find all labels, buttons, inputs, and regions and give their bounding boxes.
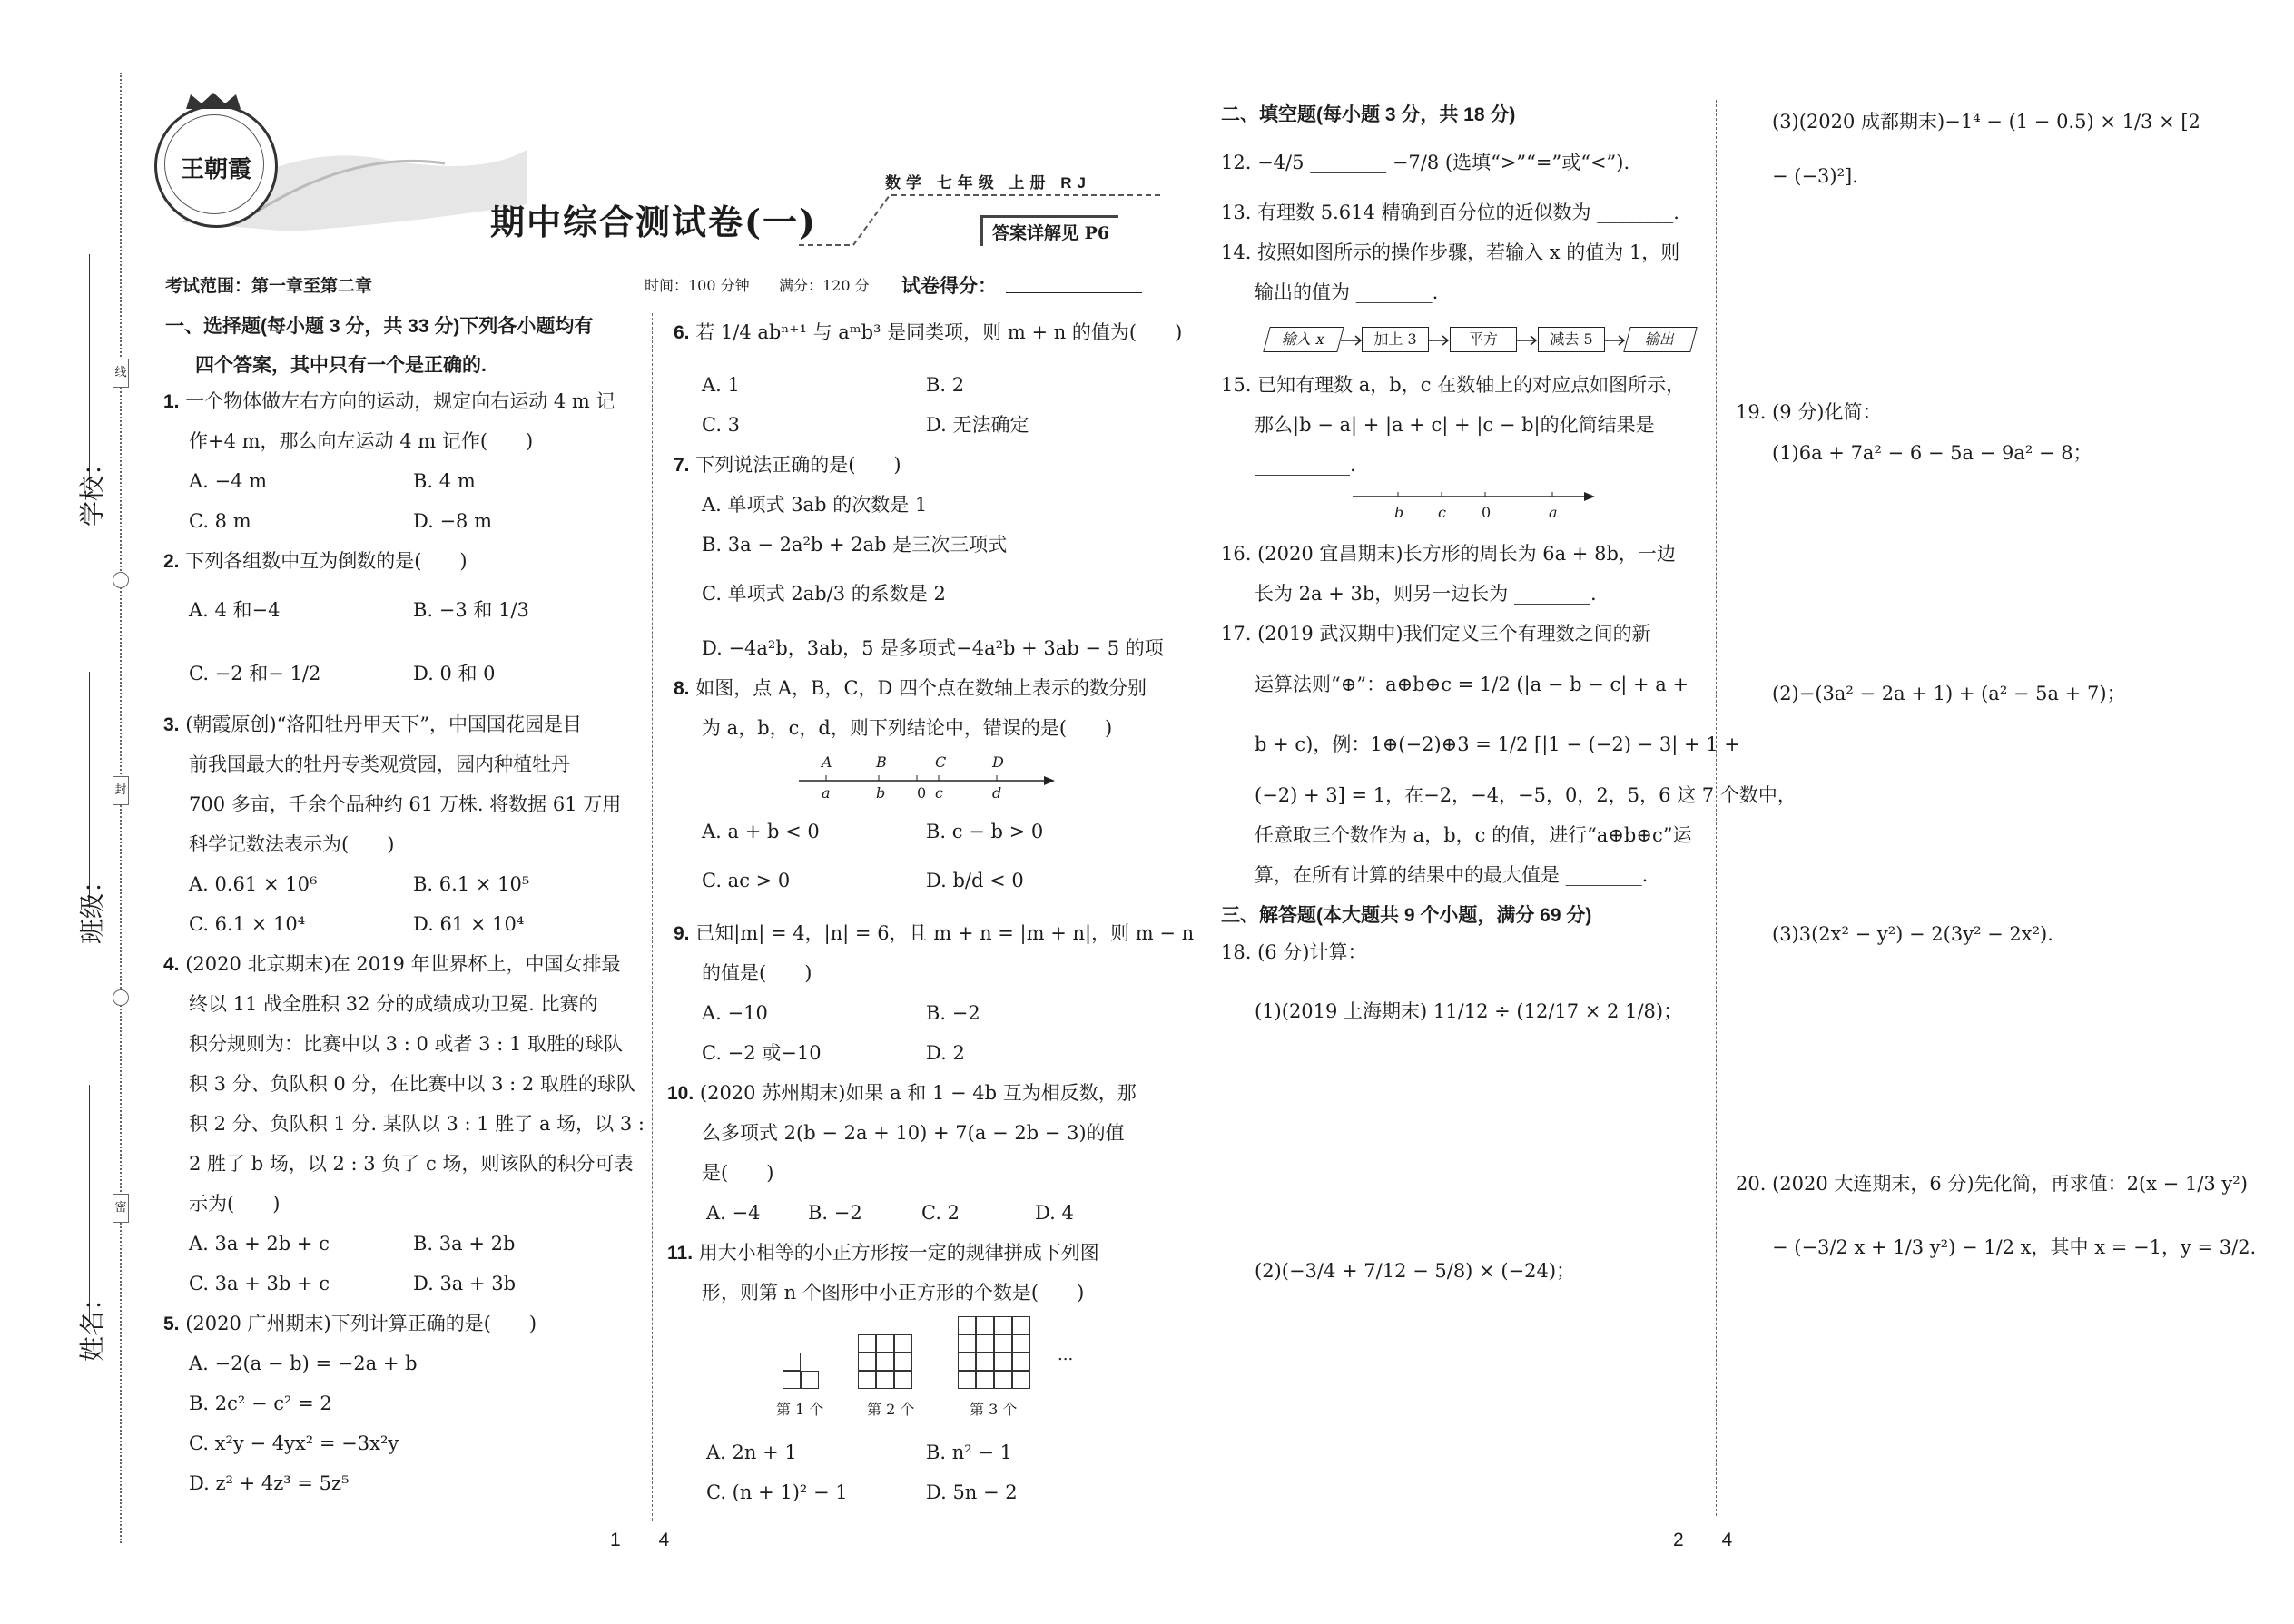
- arrow-icon: [1044, 776, 1055, 785]
- option[interactable]: D. −4a²b，3ab，5 是多项式−4a²b + 3ab − 5 的项: [702, 637, 1164, 659]
- flow-output-box: 输出: [1623, 327, 1698, 352]
- option[interactable]: A. −4: [706, 1202, 761, 1224]
- question-3-cont: 科学记数法表示为( ): [189, 833, 395, 855]
- option[interactable]: D. 3a + 3b: [413, 1273, 517, 1294]
- unit-square: [976, 1371, 994, 1389]
- seal-circle: [113, 572, 129, 588]
- question-17-cont: (−2) + 3] = 1，在−2，−4，−5，0，2，5，6 这 7 个数中，: [1255, 784, 1797, 806]
- section1-title-cont: 四个答案，其中只有一个是正确的.: [195, 355, 487, 376]
- option[interactable]: D. 2: [926, 1042, 965, 1064]
- unit-square: [894, 1334, 912, 1353]
- answer-space[interactable]: [1772, 722, 2226, 903]
- logo-text: 王朝霞: [180, 156, 251, 183]
- option[interactable]: C. 单项式 2ab/3 的系数是 2: [702, 583, 946, 605]
- option[interactable]: D. 5n − 2: [926, 1481, 1018, 1503]
- option[interactable]: D. 0 和 0: [413, 663, 496, 684]
- unit-square: [958, 1353, 976, 1371]
- unit-square: [858, 1371, 876, 1389]
- question-19: 19. (9 分)化简：: [1736, 401, 1882, 423]
- option[interactable]: B. −2: [926, 1002, 980, 1024]
- unit-square: [783, 1353, 801, 1371]
- question-4-cont: 示为( ): [189, 1193, 281, 1215]
- unit-square: [876, 1353, 894, 1371]
- unit-square: [801, 1371, 819, 1389]
- question-19-3: (3)3(2x² − y²) − 2(3y² − 2x²).: [1772, 923, 2053, 945]
- question-4: 4. (2020 北京期末)在 2019 年世界杯上，中国女排最: [163, 953, 621, 975]
- option[interactable]: A. 单项式 3ab 的次数是 1: [702, 494, 928, 516]
- question-4-cont: 积分规则为：比赛中以 3 : 0 或者 3 : 1 取胜的球队: [189, 1033, 623, 1055]
- question-4-cont: 终以 11 战全胜积 32 分的成绩成功卫冕. 比赛的: [189, 993, 598, 1015]
- question-1: 1. 一个物体做左右方向的运动，规定向右运动 4 m 记: [163, 390, 615, 412]
- question-2: 2. 下列各组数中互为倒数的是( ): [163, 550, 468, 572]
- flow-input-box: 输入 x: [1263, 327, 1344, 352]
- question-11-cont: 形，则第 n 个图形中小正方形的个数是( ): [702, 1282, 1085, 1304]
- question-19-1: (1)6a + 7a² − 6 − 5a − 9a² − 8；: [1772, 442, 2092, 464]
- option[interactable]: B. −3 和 1/3: [413, 599, 529, 621]
- unit-square: [958, 1371, 976, 1389]
- axis-label: b: [1394, 504, 1404, 521]
- flow-arrows: [1339, 331, 1629, 349]
- option[interactable]: D. 61 × 10⁴: [413, 913, 525, 935]
- unit-square: [1012, 1353, 1030, 1371]
- arrow-icon: [1516, 336, 1536, 345]
- ellipsis: ...: [1058, 1345, 1074, 1364]
- unit-square: [958, 1316, 976, 1334]
- question-8: 8. 如图，点 A，B，C，D 四个点在数轴上表示的数分别: [674, 677, 1147, 699]
- value-label: b: [876, 784, 886, 802]
- question-7: 7. 下列说法正确的是( ): [674, 454, 901, 476]
- unit-square: [1012, 1334, 1030, 1353]
- exam-time: 时间：100 分钟: [645, 277, 750, 294]
- option[interactable]: A. 1: [702, 374, 740, 396]
- question-10-cont: 是( ): [702, 1162, 774, 1184]
- question-13: 13. 有理数 5.614 精确到百分位的近似数为 ________.: [1221, 202, 1679, 223]
- option[interactable]: C. −2 或−10: [702, 1042, 822, 1064]
- unit-square: [858, 1334, 876, 1353]
- option[interactable]: C. 3a + 3b + c: [189, 1273, 330, 1294]
- option[interactable]: C. (n + 1)² − 1: [706, 1481, 848, 1503]
- option[interactable]: A. −10: [702, 1002, 768, 1024]
- question-18-2: (2)(−3/4 + 7/12 − 5/8) × (−24)；: [1255, 1260, 1576, 1282]
- value-label: c: [935, 784, 943, 802]
- question-14: 14. 按照如图所示的操作步骤，若输入 x 的值为 1，则: [1221, 241, 1680, 263]
- name-label: 姓名：: [79, 1284, 107, 1362]
- value-label: d: [992, 784, 1002, 802]
- question-6: 6. 若 1/4 abⁿ⁺¹ 与 aᵐb³ 是同类项，则 m + n 的值为( ): [674, 321, 1183, 343]
- question-10: 10. (2020 苏州期末)如果 a 和 1 − 4b 互为相反数，那: [667, 1082, 1137, 1104]
- answer-space[interactable]: [1255, 1053, 1690, 1235]
- unit-square: [976, 1353, 994, 1371]
- column-divider: [1716, 100, 1717, 1516]
- unit-square: [976, 1316, 994, 1334]
- option[interactable]: D. 4: [1035, 1202, 1074, 1224]
- option[interactable]: C. 3: [702, 414, 741, 436]
- question-18-3-cont: − (−3)²].: [1772, 165, 1858, 187]
- unit-square: [1012, 1316, 1030, 1334]
- question-9: 9. 已知|m| = 4，|n| = 6，且 m + n = |m + n|，则 m − n: [674, 922, 1195, 944]
- unit-square: [994, 1353, 1012, 1371]
- axis-label: a: [1549, 504, 1558, 521]
- crown-icon: [182, 91, 245, 111]
- section3-title: 三、解答题(本大题共 9 个小题，满分 69 分): [1221, 905, 1592, 926]
- option[interactable]: D. −8 m: [413, 510, 492, 532]
- section2-title: 二、填空题(每小题 3 分，共 18 分): [1221, 104, 1516, 125]
- question-9-cont: 的值是( ): [702, 962, 812, 984]
- option[interactable]: C. −2 和− 1/2: [189, 663, 321, 684]
- unit-square: [858, 1353, 876, 1371]
- answer-space[interactable]: [1772, 481, 2226, 663]
- option[interactable]: B. 2: [926, 374, 965, 396]
- option[interactable]: C. 2: [921, 1202, 960, 1224]
- question-4-cont: 积 2 分、负队积 1 分. 某队以 3 : 1 胜了 a 场，以 3 :: [189, 1113, 645, 1135]
- question-5: 5. (2020 广州期末)下列计算正确的是( ): [163, 1313, 537, 1334]
- flow-step-box: 平方: [1450, 327, 1517, 352]
- seal-mark-secret: 密: [113, 1194, 129, 1223]
- question-12: 12. −4/5 ________ −7/8 (选填“>”“=”或“<”).: [1221, 152, 1630, 173]
- class-label: 班级：: [79, 867, 107, 944]
- unit-square: [976, 1334, 994, 1353]
- answer-reference: 答案详解见 P6: [980, 215, 1118, 246]
- option[interactable]: B. n² − 1: [926, 1442, 1013, 1463]
- unit-square: [994, 1316, 1012, 1334]
- option[interactable]: A. 2n + 1: [706, 1442, 797, 1463]
- unit-square: [994, 1334, 1012, 1353]
- option[interactable]: B. 4 m: [413, 470, 476, 492]
- question-17-cont: 运算法则“⊕”：a⊕b⊕c = 1/2 (|a − b − c| + a +: [1255, 674, 1689, 695]
- question-16-cont: 长为 2a + 3b，则另一边长为 ________.: [1255, 583, 1597, 605]
- option[interactable]: A. −4 m: [189, 470, 268, 492]
- unit-square: [994, 1371, 1012, 1389]
- option[interactable]: C. x²y − 4yx² = −3x²y: [189, 1432, 399, 1454]
- unit-square: [894, 1353, 912, 1371]
- question-18-3: (3)(2020 成都期末)−1⁴ − (1 − 0.5) × 1/3 × [2: [1772, 111, 2200, 133]
- option[interactable]: D. z² + 4z³ = 5z⁵: [189, 1472, 350, 1494]
- section1-title: 一、选择题(每小题 3 分，共 33 分)下列各小题均有: [165, 316, 594, 337]
- score-input[interactable]: [1006, 292, 1142, 293]
- question-17-cont: 任意取三个数作为 a，b，c 的值，进行“a⊕b⊕c”运: [1255, 824, 1692, 846]
- option[interactable]: C. ac > 0: [702, 870, 791, 891]
- figure-label: 第 3 个: [970, 1401, 1018, 1418]
- logo: [154, 104, 278, 228]
- page-title: 期中综合测试卷(一): [490, 202, 817, 242]
- axis-label: 0: [1482, 504, 1492, 521]
- question-4-cont: 2 胜了 b 场，以 2 : 3 负了 c 场，则该队的积分可表: [189, 1153, 634, 1175]
- score-label: 试卷得分：: [901, 274, 997, 297]
- question-1-cont: 作+4 m，那么向左运动 4 m 记作( ): [189, 430, 534, 452]
- question-20-cont: − (−3/2 x + 1/3 y²) − 1/2 x，其中 x = −1，y = 3/2.: [1772, 1236, 2257, 1258]
- unit-square: [876, 1334, 894, 1353]
- figure-label: 第 1 个: [776, 1401, 824, 1418]
- exam-full-score: 满分：120 分: [779, 277, 870, 294]
- option[interactable]: B. c − b > 0: [926, 821, 1044, 842]
- subject-tags: 数学 七年级 上册 RJ: [885, 174, 1091, 192]
- question-18-1: (1)(2019 上海期末) 11/12 ÷ (12/17 × 2 1/8)；: [1255, 1000, 1683, 1022]
- option[interactable]: B. −2: [808, 1202, 862, 1224]
- unit-square: [894, 1371, 912, 1389]
- value-label: 0: [917, 784, 927, 802]
- seal-mark-line: 线: [113, 359, 129, 388]
- axis-label: c: [1438, 504, 1446, 521]
- column-divider: [652, 313, 653, 1521]
- page-number-left: 1 4: [610, 1530, 670, 1550]
- answer-space[interactable]: [1772, 1280, 2226, 1498]
- value-label: a: [822, 784, 831, 802]
- school-label: 学校：: [79, 449, 107, 527]
- unit-square: [958, 1334, 976, 1353]
- option[interactable]: C. 6.1 × 10⁴: [189, 913, 306, 935]
- option[interactable]: B. 3a − 2a²b + 2ab 是三次三项式: [702, 534, 1008, 556]
- question-17-cont: 算，在所有计算的结果中的最大值是 ________.: [1255, 864, 1649, 886]
- option[interactable]: D. 无法确定: [926, 414, 1029, 436]
- arrow-icon: [1604, 336, 1624, 345]
- arrow-icon: [1584, 492, 1595, 501]
- arrow-icon: [1341, 336, 1361, 345]
- question-15-cont: 那么|b − a| + |a + c| + |c − b|的化简结果是: [1255, 414, 1655, 436]
- question-10-cont: 么多项式 2(b − 2a + 10) + 7(a − 2b − 3)的值: [702, 1122, 1125, 1144]
- option[interactable]: A. 0.61 × 10⁶: [189, 873, 318, 895]
- question-19-2: (2)−(3a² − 2a + 1) + (a² − 5a + 7)；: [1772, 683, 2126, 704]
- option[interactable]: B. 2c² − c² = 2: [189, 1393, 332, 1414]
- option[interactable]: B. 6.1 × 10⁵: [413, 873, 530, 895]
- figure-label: 第 2 个: [867, 1401, 915, 1418]
- question-4-cont: 积 3 分、负队积 0 分，在比赛中以 3 : 2 取胜的球队: [189, 1073, 635, 1095]
- question-20: 20. (2020 大连期末，6 分)先化简，再求值：2(x − 1/3 y²): [1736, 1173, 2248, 1195]
- point-label: A: [822, 753, 832, 771]
- unit-square: [876, 1371, 894, 1389]
- question-17-cont: b + c)，例：1⊕(−2)⊕3 = 1/2 [|1 − (−2) − 3| + 1 +: [1255, 733, 1740, 755]
- question-3: 3. (朝霞原创)“洛阳牡丹甲天下”，中国国花园是目: [163, 714, 583, 735]
- unit-square: [1012, 1371, 1030, 1389]
- option[interactable]: A. a + b < 0: [702, 821, 820, 842]
- flow-step-box: 加上 3: [1362, 327, 1429, 352]
- question-3-cont: 700 多亩，千余个品种约 61 万株. 将数据 61 万用: [189, 793, 622, 815]
- number-line-15: [1353, 486, 1598, 513]
- seal-circle: [113, 989, 129, 1006]
- option[interactable]: A. 4 和−4: [189, 599, 281, 621]
- question-15: 15. 已知有理数 a，b，c 在数轴上的对应点如图所示，: [1221, 374, 1686, 396]
- page-number-right: 2 4: [1673, 1530, 1733, 1550]
- cut-line: [120, 73, 122, 1543]
- option[interactable]: B. 3a + 2b: [413, 1233, 516, 1255]
- question-16: 16. (2020 宜昌期末)长方形的周长为 6a + 8b，一边: [1221, 543, 1676, 565]
- option[interactable]: A. 3a + 2b + c: [189, 1233, 330, 1255]
- option[interactable]: D. b/d < 0: [926, 870, 1024, 891]
- exam-scope: 考试范围：第一章至第二章: [165, 276, 373, 296]
- flow-step-box: 减去 5: [1538, 327, 1605, 352]
- option[interactable]: C. 8 m: [189, 510, 251, 532]
- question-3-cont: 前我国最大的牡丹专类观赏园，园内种植牡丹: [189, 753, 570, 775]
- seal-mark-seal: 封: [113, 776, 129, 805]
- arrow-icon: [1428, 336, 1448, 345]
- question-18: 18. (6 分)计算：: [1221, 941, 1367, 963]
- question-11: 11. 用大小相等的小正方形按一定的规律拼成下列图: [667, 1242, 1099, 1264]
- question-17: 17. (2019 武汉期中)我们定义三个有理数之间的新: [1221, 623, 1651, 645]
- point-label: D: [992, 753, 1004, 771]
- point-label: C: [935, 753, 947, 771]
- question-15-cont: __________.: [1255, 454, 1356, 476]
- unit-square: [783, 1371, 801, 1389]
- option[interactable]: A. −2(a − b) = −2a + b: [189, 1353, 418, 1374]
- question-14-cont: 输出的值为 ________.: [1255, 281, 1439, 303]
- question-8-cont: 为 a，b，c，d，则下列结论中，错误的是( ): [702, 717, 1113, 739]
- point-label: B: [876, 753, 887, 771]
